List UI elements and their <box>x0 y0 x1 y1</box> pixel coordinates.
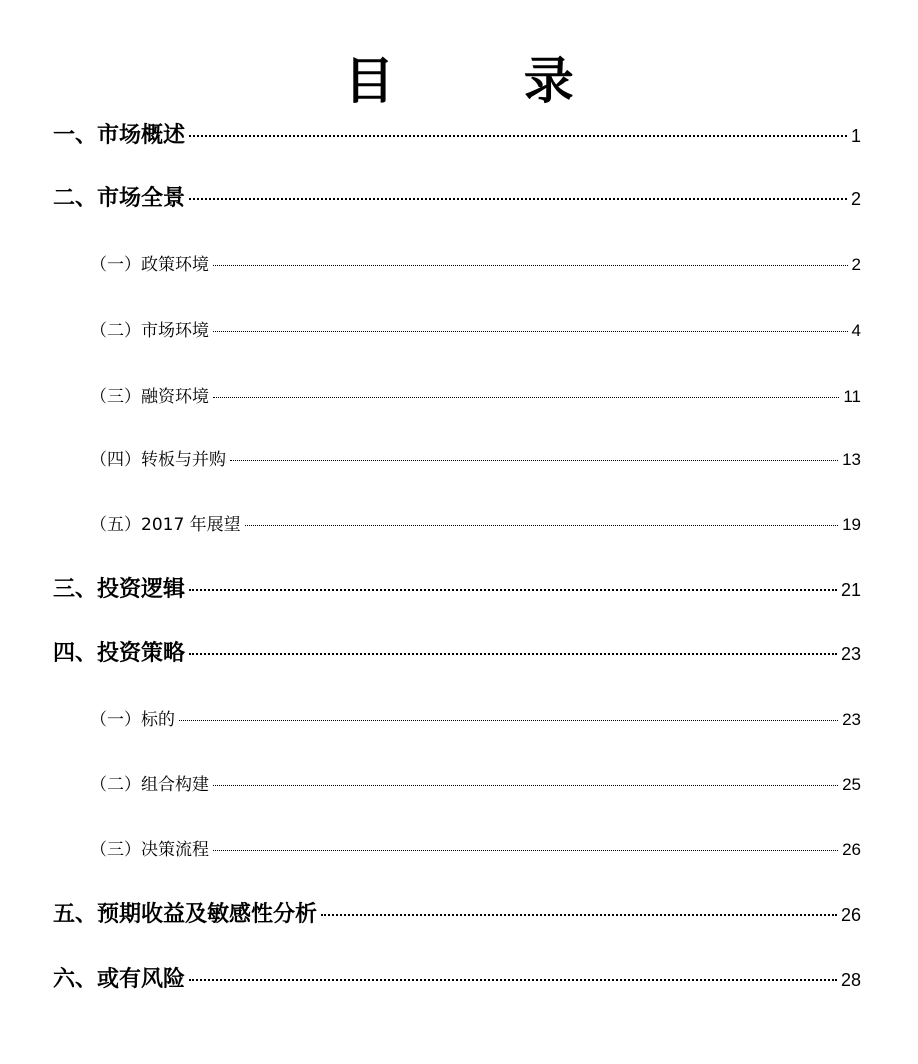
toc-subentry[interactable] <box>90 705 861 735</box>
toc-entry-label: （二）组合构建 <box>90 775 209 795</box>
toc-entry-label: 六、或有风险 <box>53 967 186 992</box>
dot-leader <box>321 914 837 916</box>
dot-leader <box>189 135 847 137</box>
dot-leader <box>213 397 839 398</box>
toc-entry[interactable] <box>53 639 861 669</box>
toc-subentry[interactable] <box>90 316 861 346</box>
toc-entry[interactable] <box>53 575 861 605</box>
toc-subentry[interactable] <box>90 445 861 475</box>
toc-entry-label: 二、市场全景 <box>53 186 186 211</box>
toc-subentry[interactable] <box>90 835 861 865</box>
toc-entry-label: 四、投资策略 <box>53 641 186 666</box>
toc-entry-page: 2 <box>850 189 861 209</box>
toc-subentry[interactable] <box>90 770 861 800</box>
toc-entry-page: 23 <box>840 644 861 664</box>
toc-entry[interactable] <box>53 184 861 214</box>
toc-entry[interactable] <box>53 900 861 930</box>
dot-leader <box>189 979 837 981</box>
toc-entry-label: 一、市场概述 <box>53 123 186 148</box>
toc-entry-page: 26 <box>842 840 861 859</box>
toc-entry-label: （一）政策环境 <box>90 255 209 275</box>
dot-leader <box>245 525 838 526</box>
toc-entry[interactable] <box>53 121 861 151</box>
toc-subentry[interactable] <box>90 510 861 540</box>
toc-entry-page: 23 <box>842 710 861 729</box>
toc-entry-page: 21 <box>840 580 861 600</box>
dot-leader <box>179 720 838 721</box>
dot-leader <box>213 265 848 266</box>
dot-leader <box>189 198 847 200</box>
toc-entry-label: （二）市场环境 <box>90 321 209 341</box>
toc-entry-page: 13 <box>842 450 861 469</box>
toc-entry-label: （一）标的 <box>90 710 175 730</box>
toc-entry-page: 11 <box>843 387 861 406</box>
dot-leader <box>189 589 837 591</box>
dot-leader <box>213 785 838 786</box>
toc-subentry[interactable] <box>90 382 861 412</box>
toc-entry[interactable] <box>53 965 861 995</box>
dot-leader <box>213 331 848 332</box>
toc-entry-label: （三）融资环境 <box>90 387 209 407</box>
toc-entry-page: 25 <box>842 775 861 794</box>
toc-entry-label: 五、预期收益及敏感性分析 <box>53 902 318 927</box>
toc-entry-label: 三、投资逻辑 <box>53 577 186 602</box>
toc-entry-page: 2 <box>851 255 861 274</box>
dot-leader <box>189 653 837 655</box>
toc-entry-label: （三）决策流程 <box>90 840 209 860</box>
toc-subentry[interactable] <box>90 250 861 280</box>
toc-title: 目 录 <box>344 51 630 110</box>
dot-leader <box>230 460 838 461</box>
toc-entry-label: （五）2017 年展望 <box>90 515 241 535</box>
toc-entry-page: 19 <box>842 515 861 534</box>
toc-entry-page: 28 <box>840 970 861 990</box>
toc-entry-page: 4 <box>851 321 861 340</box>
toc-entry-page: 1 <box>850 126 861 146</box>
dot-leader <box>213 850 838 851</box>
toc-entry-page: 26 <box>840 905 861 925</box>
toc-entry-label: （四）转板与并购 <box>90 450 226 470</box>
